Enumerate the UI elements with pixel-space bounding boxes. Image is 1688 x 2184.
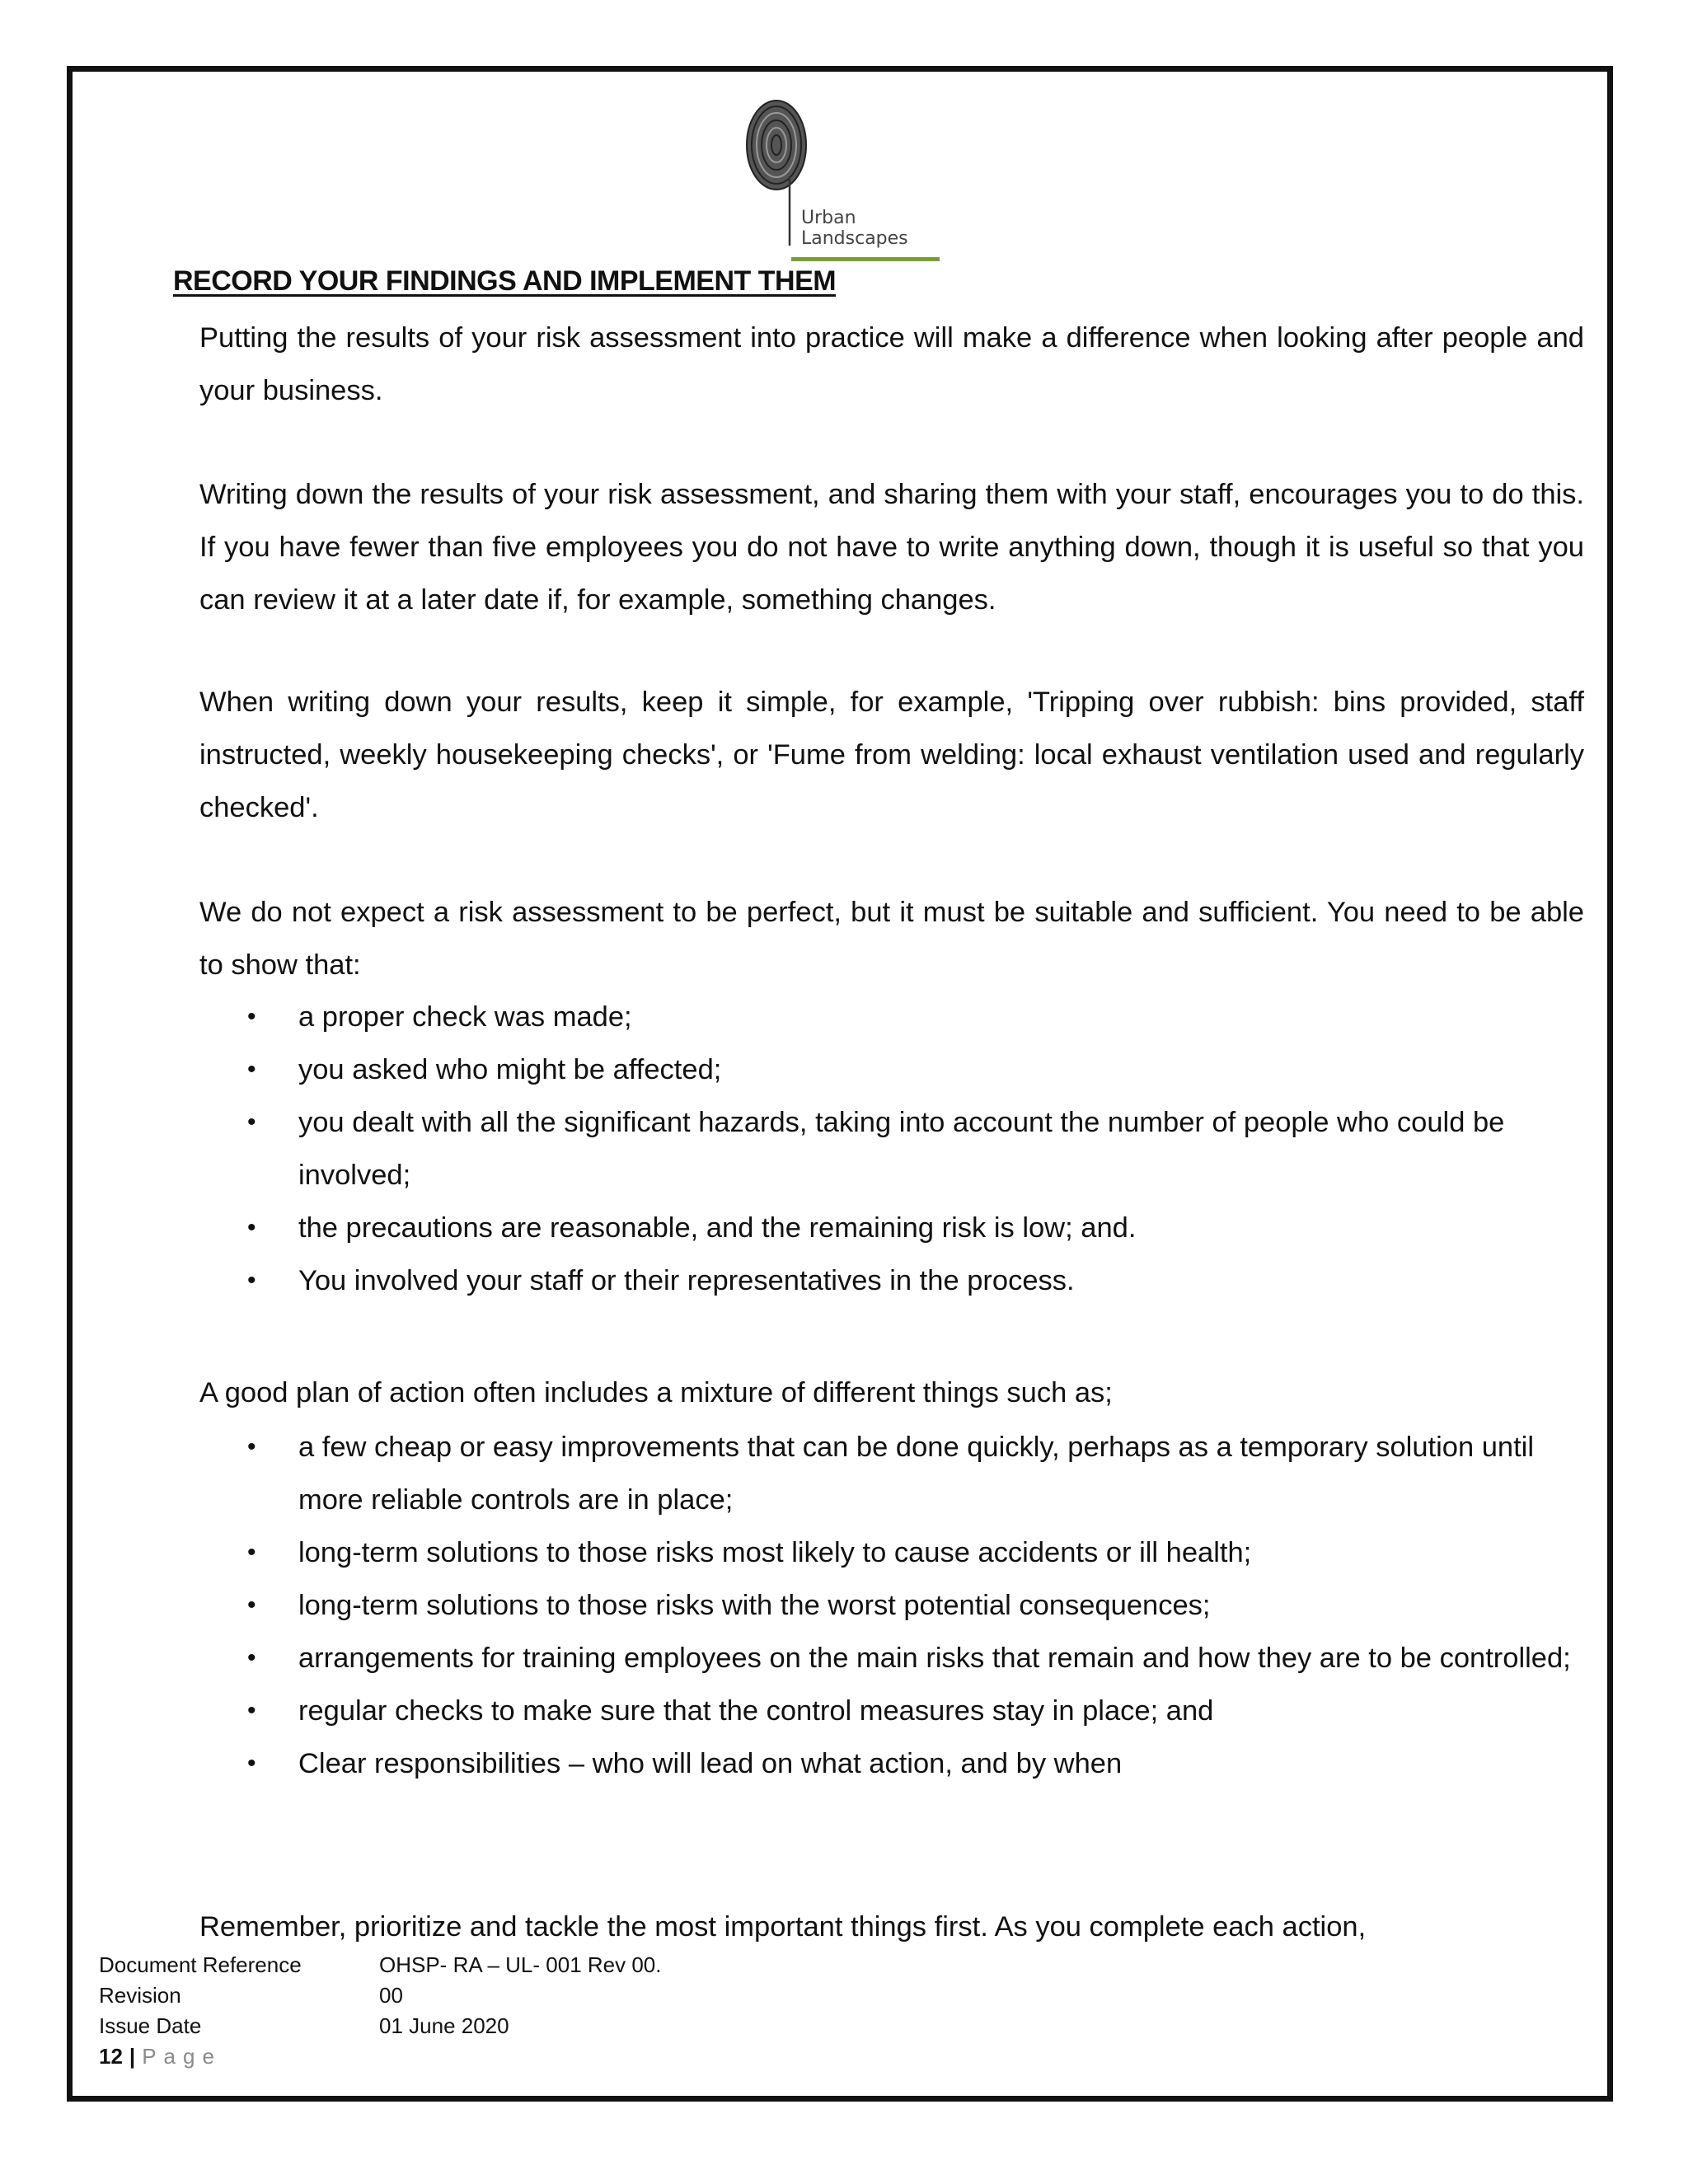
logo-line-urban: Urban [801, 208, 856, 228]
show-that-list [199, 991, 1584, 1307]
paragraph-1: Putting the results of your risk assessment into practice will make a difference when looking after people and your business. [199, 322, 1584, 406]
list-item: • long-term solutions to those risks most likely to cause accidents or ill health; [199, 1526, 1584, 1579]
footer-issue-date-value: 01 June 2020 [379, 2013, 509, 2038]
footer-revision-row [99, 1980, 661, 2011]
paragraph-3: When writing down your results, keep it simple, for example, 'Tripping over rubbish: bins provided, staff instructed, weekly housekeeping checks', or 'Fume from welding: local exhaust ventilation used and regularly checked'. [199, 687, 1584, 823]
footer-page-row [99, 2041, 661, 2072]
list-item: • arrangements for training employees on the main risks that remain and how they are to be controlled; [199, 1632, 1584, 1685]
plan-list [199, 1421, 1584, 1790]
list-item: • You involved your staff or their representatives in the process. [199, 1254, 1584, 1307]
logo-accent-bar [791, 257, 940, 261]
list-item: • long-term solutions to those risks with the worst potential consequences; [199, 1579, 1584, 1632]
list-item: • a proper check was made; [199, 991, 1584, 1043]
page-separator: | [129, 2044, 136, 2069]
document-footer [99, 1950, 661, 2072]
footer-doc-ref-label: Document Reference [99, 1952, 302, 1977]
section-heading: RECORD YOUR FINDINGS AND IMPLEMENT THEM [173, 265, 837, 297]
list-item: • you dealt with all the significant hazards, taking into account the number of people who could be involved; [199, 1096, 1584, 1202]
list-item: • a few cheap or easy improvements that can be done quickly, perhaps as a temporary solution until more reliable controls are in place; [199, 1421, 1584, 1526]
list-item: • the precautions are reasonable, and the remaining risk is low; and. [199, 1202, 1584, 1254]
page-word: Page [142, 2044, 222, 2069]
footer-revision-label: Revision [99, 1983, 181, 2008]
logo-line-landscapes: Landscapes [801, 228, 908, 249]
paragraph-4: We do not expect a risk assessment to be perfect, but it must be suitable and sufficient. You need to be able to show that: [199, 897, 1584, 981]
footer-revision-value: 00 [379, 1983, 403, 2008]
footer-doc-ref-value: OHSP- RA – UL- 001 Rev 00. [379, 1952, 662, 1977]
footer-issue-date-label: Issue Date [99, 2013, 202, 2038]
footer-issue-date-row [99, 2011, 661, 2041]
list-item: • Clear responsibilities – who will lead on what action, and by when [199, 1737, 1584, 1790]
list-item: • you asked who might be affected; [199, 1043, 1584, 1096]
paragraph-2: Writing down the results of your risk assessment, and sharing them with your staff, encourages you to do this. If you have fewer than five employees you do not have to write anything down, though it is useful so that you can review it at a later date if, for example, something changes. [199, 479, 1584, 616]
paragraph-5: A good plan of action often includes a mixture of different things such as; [199, 1377, 1113, 1408]
footer-doc-ref-row [99, 1950, 661, 1980]
list-item: • regular checks to make sure that the control measures stay in place; and [199, 1685, 1584, 1737]
paragraph-6: Remember, prioritize and tackle the most important things first. As you complete each action, [199, 1911, 1367, 1943]
page-number: 12 [99, 2044, 123, 2069]
logo-text [801, 208, 908, 249]
